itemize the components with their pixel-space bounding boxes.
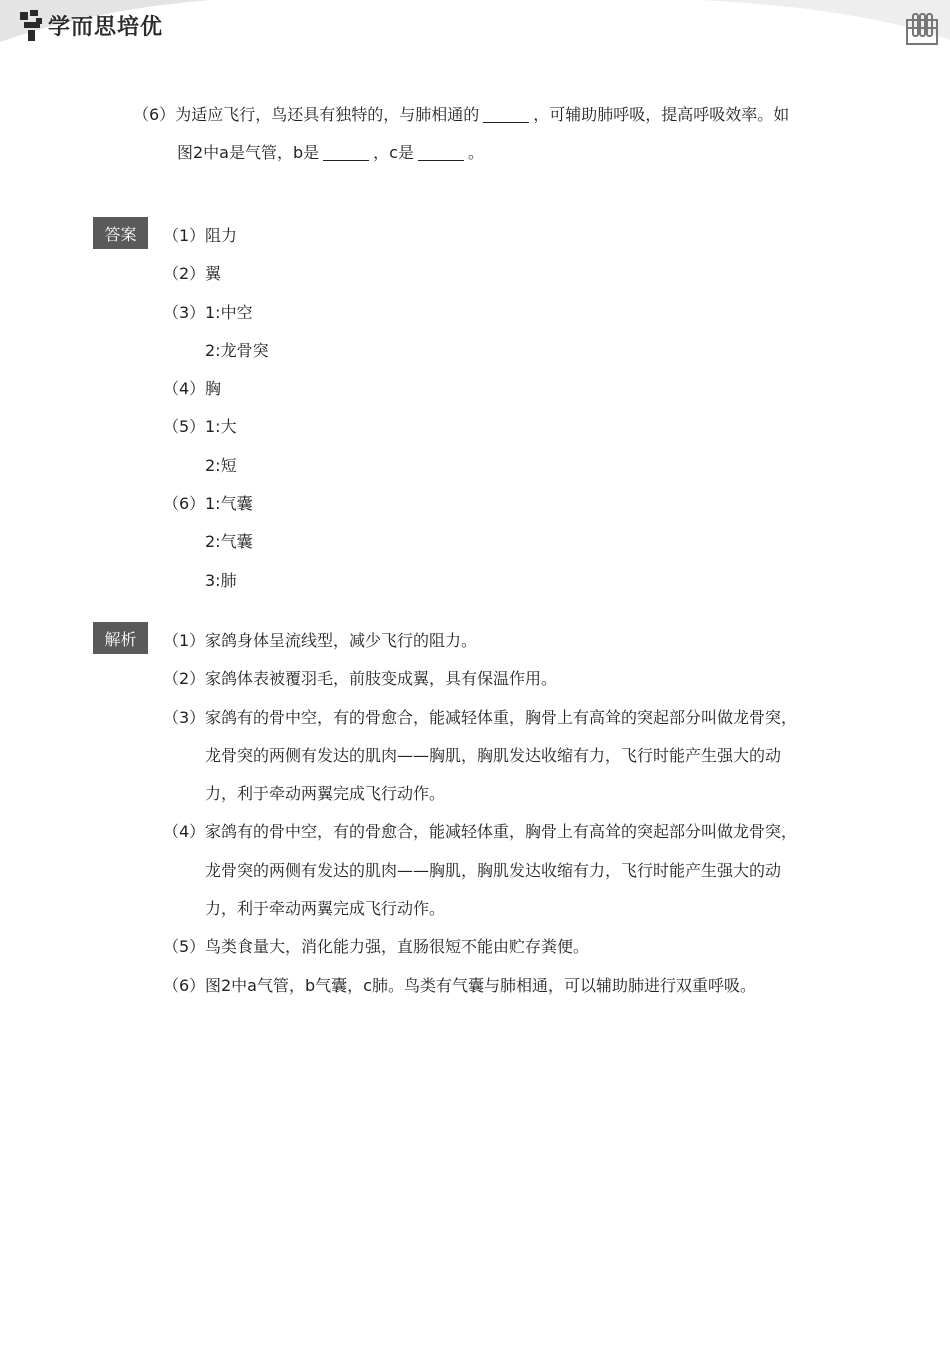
item-number: （4）	[163, 822, 206, 842]
item-text: 2:短	[205, 455, 237, 475]
fill-blank-1	[483, 108, 529, 123]
page-header	[0, 0, 950, 60]
answer-item	[163, 332, 833, 370]
answer-section	[93, 217, 833, 607]
item-number	[163, 523, 205, 561]
test-tube-rack-icon	[906, 12, 938, 46]
item-text: 龙骨突的两侧有发达的肌肉——胸肌，胸肌发达收缩有力，飞行时能产生强大的动	[205, 860, 782, 880]
fill-blank-2	[323, 146, 369, 161]
item-text: 3:肺	[205, 570, 237, 590]
item-number: （3）	[163, 302, 206, 322]
item-text: 1:气囊	[205, 494, 253, 514]
answer-item	[163, 370, 833, 408]
logo	[18, 8, 163, 42]
analysis-item	[163, 967, 833, 1005]
item-text: 力，利于牵动两翼完成飞行动作。	[205, 784, 446, 804]
item-number: （5）	[163, 417, 206, 437]
analysis-item	[163, 737, 833, 775]
question-text-1b: ，可辅助肺呼吸，提高呼吸效率。如	[533, 105, 790, 124]
item-number: （6）	[163, 975, 206, 995]
answer-item	[163, 523, 833, 561]
item-number: （4）	[163, 379, 206, 399]
fill-blank-3	[418, 146, 464, 161]
analysis-list	[163, 622, 833, 1005]
item-number	[163, 852, 205, 890]
answer-item	[163, 294, 833, 332]
analysis-item	[163, 813, 833, 851]
item-text: 阻力	[205, 226, 238, 245]
item-text: 1:中空	[205, 302, 253, 322]
question-6	[133, 96, 833, 172]
logo-text: 学而思培优	[48, 14, 164, 40]
question-text-2b: ，c是	[373, 143, 414, 162]
item-text: 家鸽有的骨中空，有的骨愈合，能减轻体重，胸骨上有高耸的突起部分叫做龙骨突，	[205, 822, 798, 842]
answer-item	[163, 217, 833, 255]
answer-tag: 答案	[93, 217, 148, 249]
item-text: 家鸽身体呈流线型，减少飞行的阻力。	[205, 631, 478, 650]
item-text: 鸟类食量大，消化能力强，直肠很短不能由贮存粪便。	[205, 937, 590, 957]
item-number: （5）	[163, 937, 206, 957]
item-text: 力，利于牵动两翼完成飞行动作。	[205, 899, 446, 919]
item-number: （3）	[163, 707, 206, 727]
item-text: 2:龙骨突	[205, 340, 269, 360]
item-number	[163, 562, 205, 600]
question-text-2a: 图2中a是气管，b是	[177, 143, 320, 162]
item-text: 家鸽有的骨中空，有的骨愈合，能减轻体重，胸骨上有高耸的突起部分叫做龙骨突，	[205, 707, 798, 727]
analysis-item	[163, 660, 833, 698]
question-text-1a: 为适应飞行，鸟还具有独特的，与肺相通的	[175, 105, 480, 124]
item-number	[163, 447, 205, 485]
analysis-tag: 解析	[93, 622, 148, 654]
item-number	[163, 890, 205, 928]
item-text: 龙骨突的两侧有发达的肌肉——胸肌，胸肌发达收缩有力，飞行时能产生强大的动	[205, 745, 782, 765]
item-number: （6）	[163, 494, 206, 514]
item-text: 翼	[205, 264, 222, 284]
answer-list	[163, 217, 833, 600]
item-text: 1:大	[205, 417, 237, 437]
item-number: （1）	[163, 226, 206, 245]
logo-mark-icon	[18, 8, 44, 42]
answer-item	[163, 408, 833, 446]
item-number: （2）	[163, 264, 206, 284]
item-text: 图2中a气管，b气囊，c肺。鸟类有气囊与肺相通，可以辅助肺进行双重呼吸。	[205, 975, 756, 995]
answer-item	[163, 562, 833, 600]
question-line-1	[133, 96, 833, 134]
analysis-item	[163, 852, 833, 890]
item-number	[163, 737, 205, 775]
analysis-item	[163, 699, 833, 737]
analysis-item	[163, 928, 833, 966]
item-number	[163, 332, 205, 370]
question-line-2	[133, 134, 833, 172]
question-number: （6）	[133, 105, 176, 124]
item-number: （1）	[163, 631, 206, 650]
question-text-2c: 。	[467, 143, 484, 162]
answer-item	[163, 255, 833, 293]
item-text: 家鸽体表被覆羽毛，前肢变成翼，具有保温作用。	[205, 669, 558, 689]
item-number: （2）	[163, 669, 206, 689]
item-number	[163, 775, 205, 813]
analysis-item	[163, 890, 833, 928]
answer-item	[163, 485, 833, 523]
item-text: 2:气囊	[205, 532, 253, 552]
analysis-item	[163, 622, 833, 660]
analysis-item	[163, 775, 833, 813]
answer-item	[163, 447, 833, 485]
item-text: 胸	[205, 379, 222, 399]
analysis-section	[93, 622, 833, 1012]
